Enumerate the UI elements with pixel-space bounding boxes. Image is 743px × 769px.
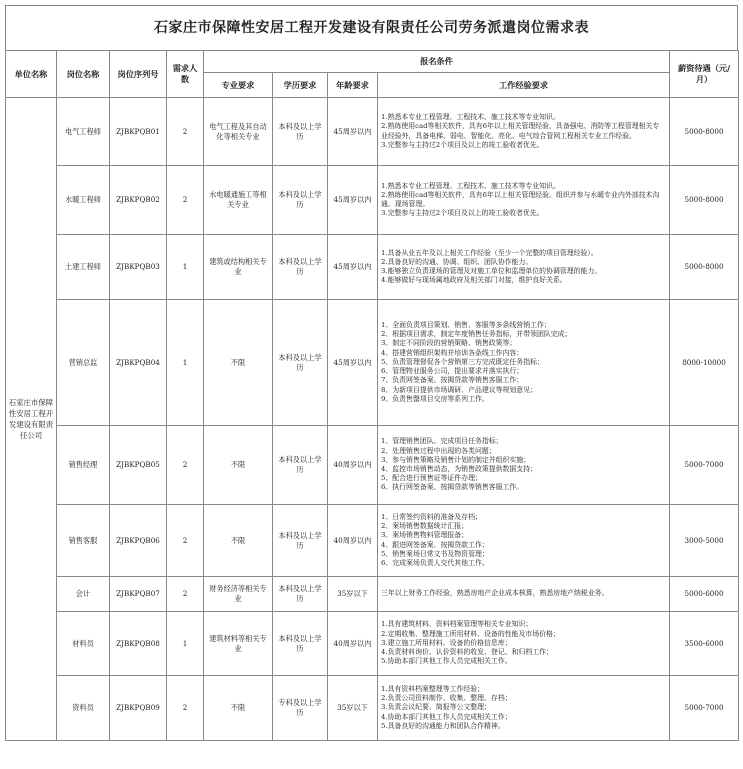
experience-cell	[378, 612, 670, 676]
serial-cell: ZJBKPQB03	[110, 235, 167, 300]
experience-line: 2.定期收集、整理施工所用材料、设备的性能及市场价格；	[381, 629, 560, 638]
position-cell: 土建工程师	[57, 235, 110, 300]
count-cell: 2	[167, 98, 204, 166]
experience-line: 4.能够做好与现场属地政府及相关部门对接，维护良好关系。	[381, 276, 567, 285]
position-cell: 水暖工程师	[57, 166, 110, 235]
age-cell: 45周岁以内	[328, 98, 378, 166]
experience-line: 6、执行网签备案、按揭贷款等销售客服工作。	[381, 483, 524, 492]
count-cell: 2	[167, 426, 204, 505]
header-salary: 薪资待遇（元/月）	[670, 51, 739, 98]
experience-line: 7、负责网签备案、按揭贷款等销售客服工作；	[381, 376, 524, 385]
header-major: 专业要求	[204, 73, 273, 98]
experience-line: 1、全面负责项目策划、销售、客服等多条线营销工作；	[381, 321, 551, 330]
experience-line: 3、制定不同阶段的营销策略、销售政策等；	[381, 339, 517, 348]
experience-line: 4、监控市场销售动态，为销售政策提供数据支持；	[381, 465, 537, 473]
major-cell: 财务经济等相关专业	[204, 577, 273, 612]
table-row	[6, 612, 739, 676]
experience-line: 4.负责材料询价、认价资料的收发、登记、和归档工作；	[381, 648, 553, 657]
experience-line: 9、负责售罄项目交房等系列工作。	[381, 394, 489, 403]
experience-cell	[378, 166, 670, 235]
experience-line: 3.能够独立负责现场的管理及对施工单位和监理单位的协调管理的能力。	[381, 267, 602, 275]
header-count: 需求人数	[167, 51, 204, 98]
experience-line: 1、日常签约资料的准备及存档；	[381, 512, 482, 521]
table-row	[6, 505, 739, 577]
experience-line: 2.具备良好的沟通、协调、组织、团队协作能力。	[381, 257, 533, 266]
experience-line: 1.熟悉本专业工程管理、工程技术、施工技术等专业知识。	[381, 181, 560, 190]
education-cell: 本科及以上学历	[273, 612, 328, 676]
experience-line: 1.具备从业五年及以上相关工作经验（至少一个完整的项目管理经验）。	[381, 248, 598, 257]
experience-line: 3、案场销售物料管理报备；	[381, 531, 469, 540]
experience-line: 4、搭建营销组织架构并培训各条线工作内容；	[381, 348, 524, 357]
serial-cell: ZJBKPQB06	[110, 505, 167, 577]
salary-cell: 3500-6000	[670, 612, 739, 676]
count-cell: 1	[167, 235, 204, 300]
count-cell: 2	[167, 676, 204, 741]
experience-line: 1.熟悉本专业工程管理、工程技术、施工技术等专业知识。	[381, 113, 560, 122]
experience-line: 2.熟练使用cad等相关软件，具有6年以上相关管理经验。组织并参与水暖专业内外部技术沟通、现场管理。	[381, 190, 660, 208]
education-cell: 本科及以上学历	[273, 166, 328, 235]
header-unit: 单位名称	[6, 51, 57, 98]
age-cell: 40周岁以内	[328, 505, 378, 577]
major-cell: 电气工程及其自动化等相关专业	[204, 98, 273, 166]
experience-line: 2.负责公司资料制作、收集、整理、存档；	[381, 694, 512, 703]
age-cell: 45周岁以内	[328, 166, 378, 235]
position-cell: 材料员	[57, 612, 110, 676]
major-cell: 建筑材料等相关专业	[204, 612, 273, 676]
header-age: 年龄要求	[328, 73, 378, 98]
education-cell: 本科及以上学历	[273, 505, 328, 577]
serial-cell: ZJBKPQB02	[110, 166, 167, 235]
experience-line: 5.具备良好的沟通能力和团队合作精神。	[381, 721, 505, 730]
table-row	[6, 426, 739, 505]
education-cell: 专科及以上学历	[273, 676, 328, 741]
table-row	[6, 98, 739, 166]
document-title: 石家庄市保障性安居工程开发建设有限责任公司劳务派遣岗位需求表	[5, 5, 738, 50]
experience-cell	[378, 235, 670, 300]
header-row-1	[6, 51, 739, 73]
table-row	[6, 676, 739, 741]
salary-cell: 5000-8000	[670, 166, 739, 235]
age-cell: 35岁以下	[328, 577, 378, 612]
experience-line: 1.具有资料档案整理等工作经验；	[381, 684, 485, 693]
experience-cell	[378, 426, 670, 505]
count-cell: 2	[167, 505, 204, 577]
unit-name-cell: 石家庄市保障性安居工程开发建设有限责任公司	[6, 98, 57, 741]
education-cell: 本科及以上学历	[273, 235, 328, 300]
position-cell: 资料员	[57, 676, 110, 741]
salary-cell: 5000-6000	[670, 577, 739, 612]
experience-line: 三年以上财务工作经验，熟悉房地产企业成本核算，熟悉房地产纳税业务。	[381, 589, 609, 598]
experience-line: 5、负责管理督促各个营销第三方完成既定任务指标；	[381, 357, 544, 366]
experience-line: 8、为新项目提供市场调研、产品建议等规划意见；	[381, 385, 537, 394]
major-cell: 水电暖通施工等相关专业	[204, 166, 273, 235]
experience-line: 3、参与销售策略及销售计划的制定并组织实施；	[381, 455, 531, 464]
experience-line: 5、配合进行预售证等证件办理；	[381, 474, 482, 483]
age-cell: 45周岁以内	[328, 235, 378, 300]
table-row	[6, 235, 739, 300]
header-experience: 工作经验要求	[378, 73, 670, 98]
experience-cell	[378, 577, 670, 612]
serial-cell: ZJBKPQB04	[110, 300, 167, 426]
experience-line: 2、根据项目需求，制定年度销售任务指标，并带领团队完成；	[381, 330, 572, 339]
experience-line: 4、跟进网签备案、按揭贷款工作；	[381, 540, 489, 549]
education-cell: 本科及以上学历	[273, 98, 328, 166]
experience-cell	[378, 505, 670, 577]
experience-line: 6、完成案场负责人交代其他工作。	[381, 558, 489, 567]
experience-line: 5.协助本部门其他工作人员完成相关工作。	[381, 657, 512, 666]
experience-line: 2.熟练使用cad等相关软件，具有6年以上相关管理经验，具备强电、消防等工程管理相关专业经验外，具备电梯、弱电、智能化、亮化、电气综合管网工程相关专业工作经验。	[381, 122, 660, 140]
salary-cell: 5000-7000	[670, 676, 739, 741]
experience-line: 1.具有建筑材料、资料档案管理等相关专业知识；	[381, 620, 533, 629]
position-cell: 电气工程师	[57, 98, 110, 166]
age-cell: 40周岁以内	[328, 612, 378, 676]
salary-cell: 8000-10000	[670, 300, 739, 426]
age-cell: 35岁以下	[328, 676, 378, 741]
document-page	[5, 5, 738, 764]
position-cell: 销售客服	[57, 505, 110, 577]
serial-cell: ZJBKPQB07	[110, 577, 167, 612]
table-body	[6, 98, 739, 741]
count-cell: 2	[167, 577, 204, 612]
experience-line: 1、管理销售团队、完成项目任务指标；	[381, 437, 503, 446]
major-cell: 不限	[204, 426, 273, 505]
experience-line: 4.协助本部门其他工作人员完成相关工作；	[381, 712, 512, 721]
major-cell: 不限	[204, 505, 273, 577]
header-conditions: 报名条件	[204, 51, 670, 73]
position-cell: 营销总监	[57, 300, 110, 426]
education-cell: 本科及以上学历	[273, 300, 328, 426]
position-cell: 会计	[57, 577, 110, 612]
experience-line: 3.建立施工所用材料、设备的价格信息库；	[381, 638, 512, 647]
experience-cell	[378, 676, 670, 741]
count-cell: 2	[167, 166, 204, 235]
education-cell: 本科及以上学历	[273, 426, 328, 505]
header-education: 学历要求	[273, 73, 328, 98]
age-cell: 45周岁以内	[328, 300, 378, 426]
age-cell: 40周岁以内	[328, 426, 378, 505]
position-cell: 销售经理	[57, 426, 110, 505]
header-serial: 岗位序列号	[110, 51, 167, 98]
major-cell: 不限	[204, 300, 273, 426]
experience-line: 3.负责会议纪要、简报等公文整理；	[381, 703, 491, 712]
salary-cell: 5000-8000	[670, 235, 739, 300]
experience-line: 5、销售案场日常文书及物资管理；	[381, 549, 489, 558]
experience-line: 3.完整参与主持过2个项目及以上的竣工验收者优先。	[381, 140, 544, 149]
salary-cell: 5000-7000	[670, 426, 739, 505]
experience-line: 3.完整参与主持过2个项目及以上的竣工验收者优先。	[381, 209, 544, 218]
count-cell: 1	[167, 300, 204, 426]
table-row	[6, 166, 739, 235]
salary-cell: 5000-8000	[670, 98, 739, 166]
education-cell: 本科及以上学历	[273, 577, 328, 612]
count-cell: 1	[167, 612, 204, 676]
serial-cell: ZJBKPQB08	[110, 612, 167, 676]
job-requirements-table	[5, 50, 739, 741]
serial-cell: ZJBKPQB01	[110, 98, 167, 166]
major-cell: 建筑或结构相关专业	[204, 235, 273, 300]
table-row	[6, 577, 739, 612]
experience-cell	[378, 98, 670, 166]
experience-line: 2、案场销售数据统计汇报；	[381, 522, 469, 531]
major-cell: 不限	[204, 676, 273, 741]
experience-line: 6、管理物业服务公司，提出要求并落实执行；	[381, 367, 524, 376]
serial-cell: ZJBKPQB05	[110, 426, 167, 505]
serial-cell: ZJBKPQB09	[110, 676, 167, 741]
salary-cell: 3000-5000	[670, 505, 739, 577]
header-position: 岗位名称	[57, 51, 110, 98]
experience-cell	[378, 300, 670, 426]
experience-line: 2、处理销售过程中出现的各类问题；	[381, 446, 496, 455]
table-row	[6, 300, 739, 426]
